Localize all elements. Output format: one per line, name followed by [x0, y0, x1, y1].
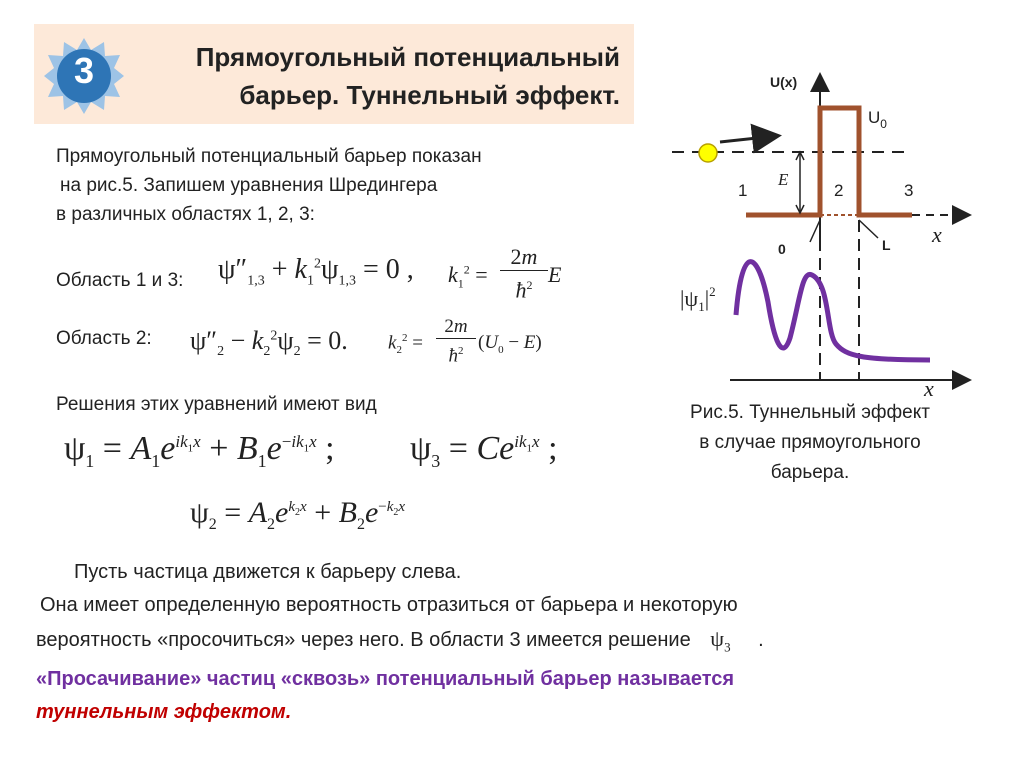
k1-definition: $k_1^2$ = — [448, 262, 488, 291]
intro-line-2: на рис.5. Запишем уравнения Шредингера — [60, 175, 438, 196]
conclusion-text — [36, 556, 976, 729]
barrier-term: $(U_0 - E)$ — [478, 332, 542, 356]
probability-density-curve — [736, 262, 930, 360]
title-line-1: Прямоугольный потенциальный — [195, 42, 620, 72]
region2-label: Область 2: — [56, 328, 152, 349]
motion-arrow — [720, 136, 776, 142]
x-label-upper: x — [932, 222, 942, 247]
origin-label: 0 — [778, 241, 786, 257]
intro-line-1: Прямоугольный потенциальный барьер показан — [56, 146, 482, 167]
slide-number: 3 — [73, 50, 95, 91]
tunneling-term: туннельным эффектом. — [36, 701, 292, 724]
particle — [699, 144, 717, 162]
origin-pointer — [810, 220, 820, 242]
barrier-figure — [650, 70, 990, 400]
bottom-line-3-text: вероятность «просочиться» через него. В области 3 имеется решение — [36, 629, 691, 651]
equation-region2: $\psi''_2 - k_2^2\psi_2 = 0$. — [190, 326, 348, 360]
u0-label: $U_0$ — [868, 108, 887, 131]
solution-psi1: $\psi_1 = A_1e^{ik_1x} + B_1e^{-ik_1x}$ ; — [64, 430, 335, 471]
bottom-line-3-end: . — [758, 629, 764, 651]
solution-psi2: $\psi_2 = A_2e^{k_2x} + B_2e^{-k_2x}$ — [190, 496, 406, 533]
region13-label: Область 1 и 3: — [56, 270, 184, 291]
slide-title — [120, 38, 620, 114]
equation-region13: $\psi''_{1,3} + k_1^2\psi_{1,3} = 0$ , — [218, 254, 414, 289]
psi3-symbol: $\psi_3$ — [710, 626, 731, 655]
title-line-2: барьер. Туннельный эффект. — [239, 80, 620, 110]
energy-symbol: E — [548, 262, 562, 287]
region-1-label: 1 — [738, 181, 748, 200]
u-axis-label: U(x) — [770, 74, 798, 90]
e-label: E — [778, 170, 789, 189]
bottom-line-2: Она имеет определенную вероятность отразиться от барьера и некоторую — [40, 594, 738, 616]
k2-definition: $k_2^2$ = — [388, 332, 423, 357]
l-pointer — [859, 220, 878, 238]
solutions-label: Решения этих уравнений имеют вид — [56, 394, 377, 415]
l-label: L — [882, 237, 891, 253]
k2-fraction: 2m $ħ^2$ — [436, 316, 476, 368]
bottom-line-1: Пусть частица движется к барьеру слева. — [74, 561, 462, 583]
region-3-label: 3 — [904, 181, 914, 200]
bottom-line-3 — [36, 622, 976, 663]
figure-caption — [650, 398, 970, 488]
caption-line-3: барьера. — [770, 462, 850, 483]
caption-line-2: в случае прямоугольного — [699, 432, 921, 453]
k1-fraction: 2m $ħ^2$ — [500, 244, 548, 304]
psi-squared-label: $|\psi_1|^2$ — [680, 284, 716, 314]
intro-line-3: в различных областях 1, 2, 3: — [56, 204, 315, 225]
barrier-profile — [746, 108, 912, 215]
tunneling-definition: «Просачивание» частиц «сквозь» потенциальный барьер называется — [36, 668, 735, 691]
x-label-lower: x — [924, 376, 934, 400]
solution-psi3: $\psi_3 = Ce^{ik_1x}$ ; — [410, 430, 558, 471]
caption-line-1: Рис.5. Туннельный эффект — [690, 402, 930, 423]
region-2-label: 2 — [834, 181, 844, 200]
